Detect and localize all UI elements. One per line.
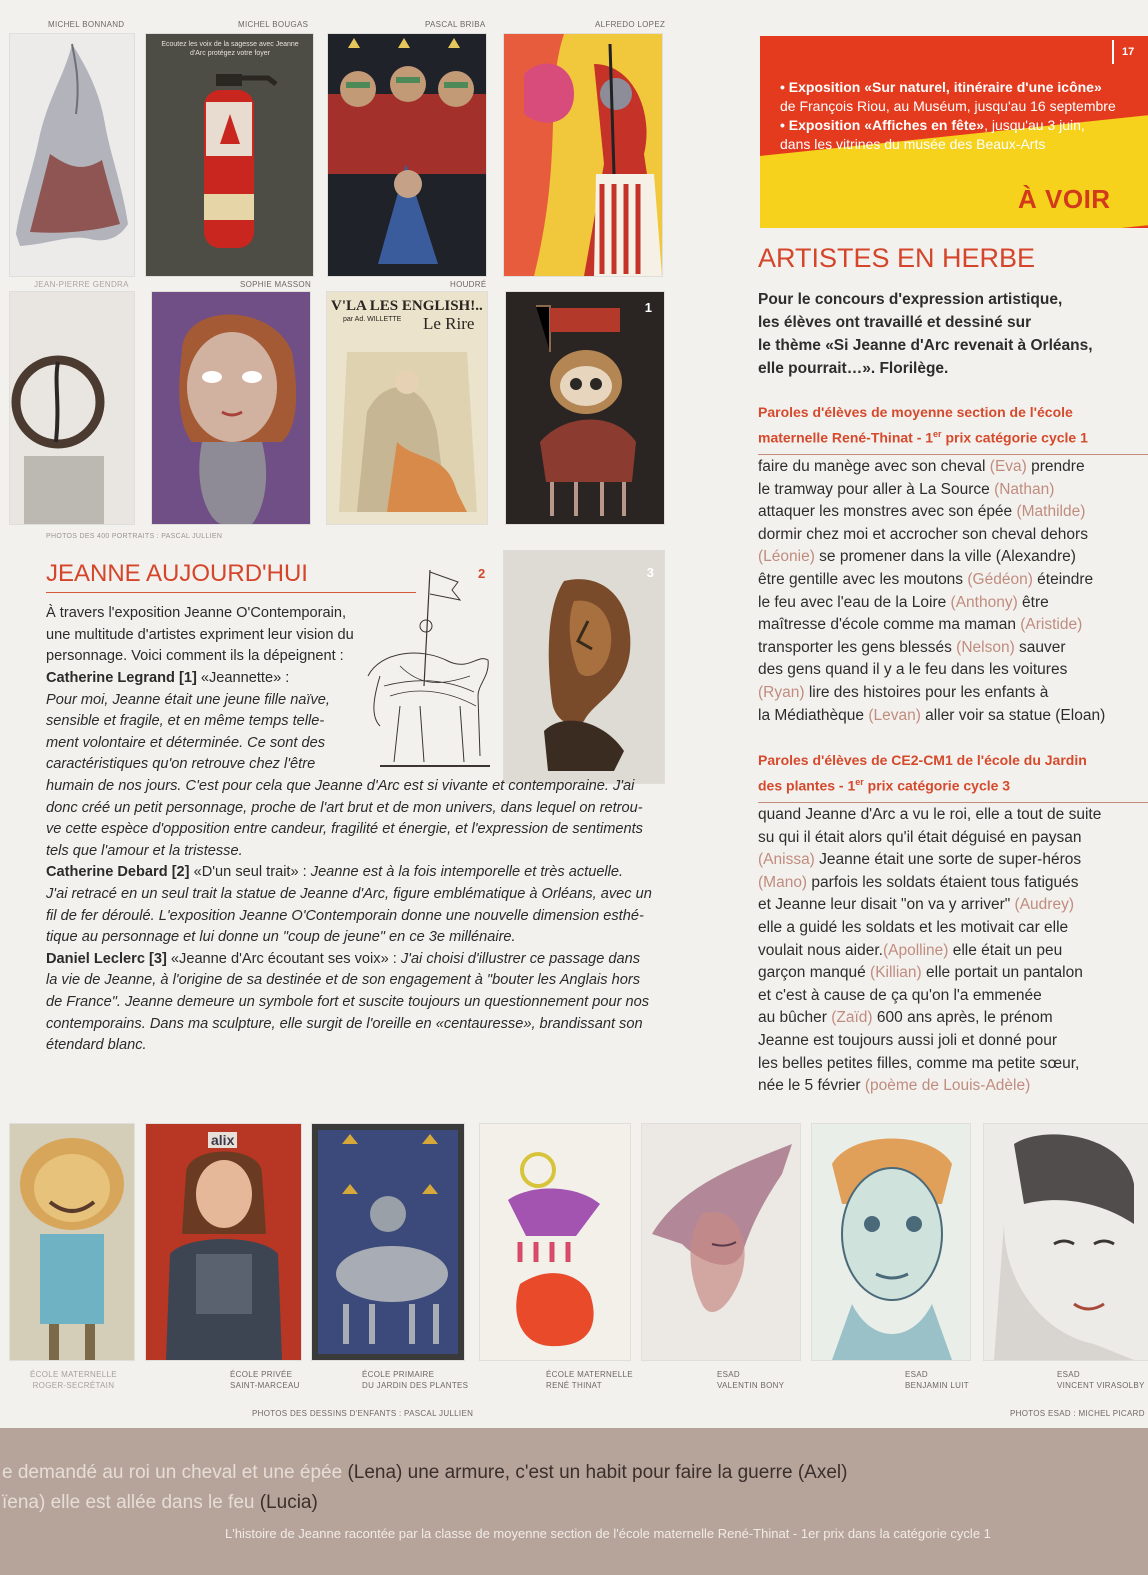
photo-number: 3 [646, 565, 654, 580]
poster-author: par Ad. WILLETTE [343, 316, 402, 323]
statement-line: ve cette espèce d'opposition entre candeur, fragilité et énergie, et l'expression de sentiments [46, 821, 643, 838]
statement-line: Pour moi, Jeanne était une jeune fille naïve, [46, 691, 330, 708]
intro-line: elle pourrait…». Florilège. [758, 360, 949, 377]
drawing-rene-thinat [480, 1124, 630, 1360]
statement-line: donc créé un petit personnage, proche de l'art brut et de mon univers, dans lequel on retrou- [46, 799, 643, 816]
artist-name: Catherine Legrand [1] [46, 670, 197, 686]
drawing-caption: ESAD VINCENT VIRASOLBY [1057, 1370, 1145, 1390]
artist-caption: MICHEL BONNAND [48, 20, 125, 29]
statement-line: étendard blanc. [46, 1037, 147, 1054]
a-voir-item-text: de François Riou, au Muséum, jusqu'au 16 septembre [780, 98, 1116, 114]
quote-line: la Médiathèque (Levan) aller voir sa statue (Eloan) [758, 706, 1106, 724]
quote-line: quand Jeanne d'Arc a vu le roi, elle a tout de suite [758, 806, 1102, 823]
drawing-jardin-des-plantes [312, 1124, 464, 1360]
student-quotes-cycle-1 [758, 456, 1148, 727]
artist-caption: HOUDRÉ [450, 280, 487, 289]
statement-line: humain de nos jours. C'est pour cela que Jeanne d'Arc est si vivante et contemporaine. J'ai [46, 777, 635, 794]
artist-caption: JEAN-PIERRE GENDRA [34, 280, 129, 289]
statement-line: J'ai retracé en un seul trait la statue de Jeanne d'Arc, figure emblématique à Orléans, avec un [46, 885, 652, 902]
statement-line: de France". Jeanne demeure un symbole fort et suscite toujours un questionnement pour nos [46, 993, 650, 1010]
photo-credit-children: PHOTOS DES DESSINS D'ENFANTS : PASCAL JULLIEN [252, 1409, 474, 1418]
a-voir-title: À VOIR [1018, 184, 1111, 214]
quote-line: des gens quand il y a le feu dans les voitures [758, 661, 1068, 679]
artwork-poster-houdre [327, 292, 487, 524]
subhead-line: prix catégorie cycle 1 [941, 429, 1088, 446]
quote-line: dormir chez moi et accrocher son cheval dehors [758, 525, 1088, 543]
quote-line: être gentille avec les moutons (Gédéon) éteindre [758, 570, 1094, 588]
artwork-lopez [504, 34, 662, 276]
subhead-line: Paroles d'élèves de moyenne section de l'école [758, 404, 1073, 420]
drawing-caption: ÉCOLE MATERNELLE ROGER-SECRÉTAIN [30, 1370, 117, 1390]
ordinal-sup: er [855, 777, 864, 787]
statement-first-line: J'ai choisi d'illustrer ce passage dans [400, 950, 641, 967]
artwork-sculpture-bonnand [10, 34, 134, 276]
statement-line: contemporains. Dans ma sculpture, elle surgit de l'oreille en «centauresse», brandissant son [46, 1015, 643, 1032]
extinguisher-text: Ecoutez les voix de la sagesse avec Jeanne d'Arc protégez votre foyer [161, 41, 299, 57]
student-name: (Nelson) [956, 638, 1015, 656]
drawing-roger-secretain [10, 1124, 134, 1360]
poster-title: V'LA LES ENGLISH!.. [331, 298, 483, 314]
statement-debard [46, 884, 666, 949]
band-credit: L'histoire de Jeanne racontée par la classe de moyenne section de l'école maternelle René-Thinat - 1er prix dans la catégorie cycle 1 [225, 1526, 991, 1541]
drawing-caption: ÉCOLE PRIVÉE SAINT-MARCEAU [230, 1370, 300, 1390]
student-name: (Aristide) [1020, 616, 1083, 634]
intro-line: une multitude d'artistes expriment leur vision du [46, 626, 354, 643]
statement-line: tels que l'amour et la tristesse. [46, 842, 243, 859]
statement-line: la vie de Jeanne, à l'origine de sa destinée et de son engagement à "bouter les Anglais hors [46, 972, 641, 989]
student-name: (Gédéon) [967, 570, 1033, 588]
artist-caption: SOPHIE MASSON [240, 280, 312, 289]
artwork-title: «Jeanne d'Arc écoutant ses voix» : [166, 950, 401, 967]
photo-credit-portraits: PHOTOS DES 400 PORTRAITS : PASCAL JULLIEN [46, 533, 223, 540]
poster-journal: Le Rire [423, 314, 475, 333]
a-voir-item-title: • Exposition «Sur naturel, itinéraire d'une icône» [780, 79, 1102, 95]
quote-line: née le 5 février (poème de Louis-Adèle) [758, 1077, 1031, 1095]
a-voir-box [760, 36, 1148, 228]
drawing-caption: ESAD VALENTIN BONY [717, 1370, 785, 1390]
divider [758, 802, 1148, 803]
student-name: (Mathilde) [1016, 503, 1086, 521]
subhead-cycle-3 [758, 749, 1148, 797]
intro-line: À travers l'exposition Jeanne O'Contemporain, [46, 605, 347, 621]
drawing-caption: ÉCOLE PRIMAIRE DU JARDIN DES PLANTES [362, 1370, 469, 1390]
alix-label: alix [208, 1132, 237, 1148]
quote-line: maîtresse d'école comme ma maman (Aristide) [758, 616, 1083, 634]
jeanne-aujourdhui-title: JEANNE AUJOURD'HUI [46, 560, 308, 587]
photo-number: 1 [644, 300, 652, 315]
subhead-line: maternelle René-Thinat - 1 [758, 429, 934, 446]
quote-line: (Léonie) se promener dans la ville (Alexandre) [758, 548, 1076, 566]
a-voir-item-title: • Exposition «Affiches en fête» [780, 117, 985, 133]
artwork-sculpture-gendra [10, 292, 134, 524]
quote-line: (Ryan) lire des histoires pour les enfants à [758, 683, 1049, 701]
quote-line: et Jeanne leur disait "on va y arriver" (Audrey) [758, 896, 1074, 914]
artistes-intro [758, 288, 1148, 380]
quote-line: (Mano) parfois les soldats étaient tous fatigués [758, 873, 1079, 891]
subhead-cycle-1 [758, 401, 1148, 449]
photo-credit-esad: PHOTOS ESAD : MICHEL PICARD [1010, 1409, 1145, 1418]
artist-statements [46, 668, 666, 1057]
drawing-caption: ÉCOLE MATERNELLE RENÉ THINAT [546, 1370, 633, 1390]
jeanne-intro [46, 603, 361, 668]
quote-line: su qui il était alors qu'il était déguisé en paysan [758, 828, 1082, 846]
page-number: 17 [1112, 40, 1134, 64]
intro-line: personnage. Voici comment ils la dépeignent : [46, 648, 344, 665]
subhead-line: Paroles d'élèves de CE2-CM1 de l'école du Jardin [758, 752, 1087, 768]
student-quotes-cycle-3 [758, 804, 1148, 1098]
statement-first-line: Jeanne est à la fois intemporelle et très actuelle. [310, 864, 624, 881]
quote-line: le tramway pour aller à La Source (Nathan) [758, 480, 1055, 498]
quote-line: garçon manqué (Killian) elle portait un pantalon [758, 964, 1083, 982]
artwork-title: «Jeannette» : [196, 670, 290, 686]
artist-caption: PASCAL BRIBA [425, 20, 486, 29]
artist-caption: ALFREDO LOPEZ [595, 20, 666, 29]
quote-line: transporter les gens blessés (Nelson) sauver [758, 638, 1066, 656]
artwork-jeannette-legrand [506, 292, 664, 524]
student-name: (Anissa) [758, 851, 815, 869]
artwork-knights-briba [328, 34, 486, 276]
quote-line: (Anissa) Jeanne était une sorte de super-héros [758, 851, 1082, 869]
subhead-line: prix catégorie cycle 3 [863, 777, 1011, 794]
student-name: (Eva) [989, 458, 1027, 475]
quote-line: Jeanne est toujours aussi joli et donné pour [758, 1031, 1058, 1049]
artwork-masson [152, 292, 310, 524]
student-name: (Anthony) [950, 593, 1018, 611]
student-name: (Mano) [758, 873, 808, 891]
a-voir-item-date: , jusqu'au 3 juin, [984, 117, 1085, 133]
quote-line: et c'est à cause de ça qu'on l'a emmenée [758, 986, 1042, 1004]
drawing-vincent-virasolby [984, 1124, 1148, 1360]
student-name: (Apolline) [882, 941, 949, 959]
student-name: (poème de Louis-Adèle) [864, 1077, 1031, 1095]
drawing-saint-marceau [146, 1124, 301, 1360]
quote-line: les belles petites filles, comme ma petite sœur, [758, 1054, 1080, 1072]
statement-legrand [46, 690, 666, 863]
photo-number: 2 [478, 566, 486, 581]
intro-line: Pour le concours d'expression artistique, [758, 291, 1063, 308]
quote-line: voulait nous aider.(Apolline) elle était un peu [758, 941, 1063, 959]
statement-line: caractéristiques qu'on retrouve chez l'être [46, 756, 316, 773]
quote-line: faire du manège avec son cheval (Eva) prendre [758, 458, 1085, 475]
a-voir-item-text: dans les vitrines du musée des Beaux-Arts [780, 136, 1046, 152]
student-name: (Zaïd) [831, 1009, 873, 1027]
student-name: (Levan) [868, 706, 921, 724]
quote-line: elle a guidé les soldats et les motivait car elle [758, 918, 1069, 936]
statement-leclerc [46, 970, 666, 1056]
artistes-en-herbe-title: ARTISTES EN HERBE [758, 243, 1036, 273]
statement-line: fil de fer déroulé. L'exposition Jeanne O'Contemporain donne une nouvelle dimension esthé- [46, 907, 644, 924]
quote-line: au bûcher (Zaïd) 600 ans après, le prénom [758, 1009, 1053, 1027]
quote-line-1: e demandé au roi un cheval et une épée (Lena) une armure, c'est un habit pour faire la guerre (Axel) [2, 1462, 848, 1483]
artist-name: Daniel Leclerc [3] [46, 950, 167, 967]
drawing-valentin-bony [642, 1124, 800, 1360]
artist-name: Catherine Debard [2] [46, 864, 190, 881]
student-name: (Ryan) [758, 683, 805, 701]
quote-line: le feu avec l'eau de la Loire (Anthony) être [758, 593, 1049, 611]
drawing-caption: ESAD BENJAMIN LUIT [905, 1370, 969, 1390]
artwork-title: «D'un seul trait» : [189, 864, 311, 881]
artist-caption: MICHEL BOUGAS [238, 20, 309, 29]
student-name: (Audrey) [1014, 896, 1074, 914]
subhead-line: des plantes - 1 [758, 777, 856, 794]
intro-line: les élèves ont travaillé et dessiné sur [758, 314, 1032, 331]
bottom-quote-band [0, 1428, 1148, 1575]
quote-line: attaquer les monstres avec son épée (Mathilde) [758, 503, 1086, 521]
student-name: (Léonie) [758, 548, 815, 566]
a-voir-items [780, 78, 1148, 154]
intro-line: le thème «Si Jeanne d'Arc revenait à Orléans, [758, 337, 1093, 354]
statement-line: sensible et fragile, et en même temps telle- [46, 713, 325, 730]
ordinal-sup: er [933, 429, 942, 439]
student-name: (Killian) [870, 964, 922, 982]
divider [758, 454, 1148, 455]
statement-line: ment volontaire et déterminée. Ce sont des [46, 734, 326, 751]
statement-line: tique au personnage et lui donne un "coup de jeune" en ce 3e millénaire. [46, 929, 516, 946]
quote-line-2: ïena) elle est allée dans le feu (Lucia) [2, 1492, 318, 1513]
student-name: (Nathan) [994, 480, 1055, 498]
drawing-benjamin-luit [812, 1124, 970, 1360]
artwork-extinguisher [146, 34, 313, 276]
